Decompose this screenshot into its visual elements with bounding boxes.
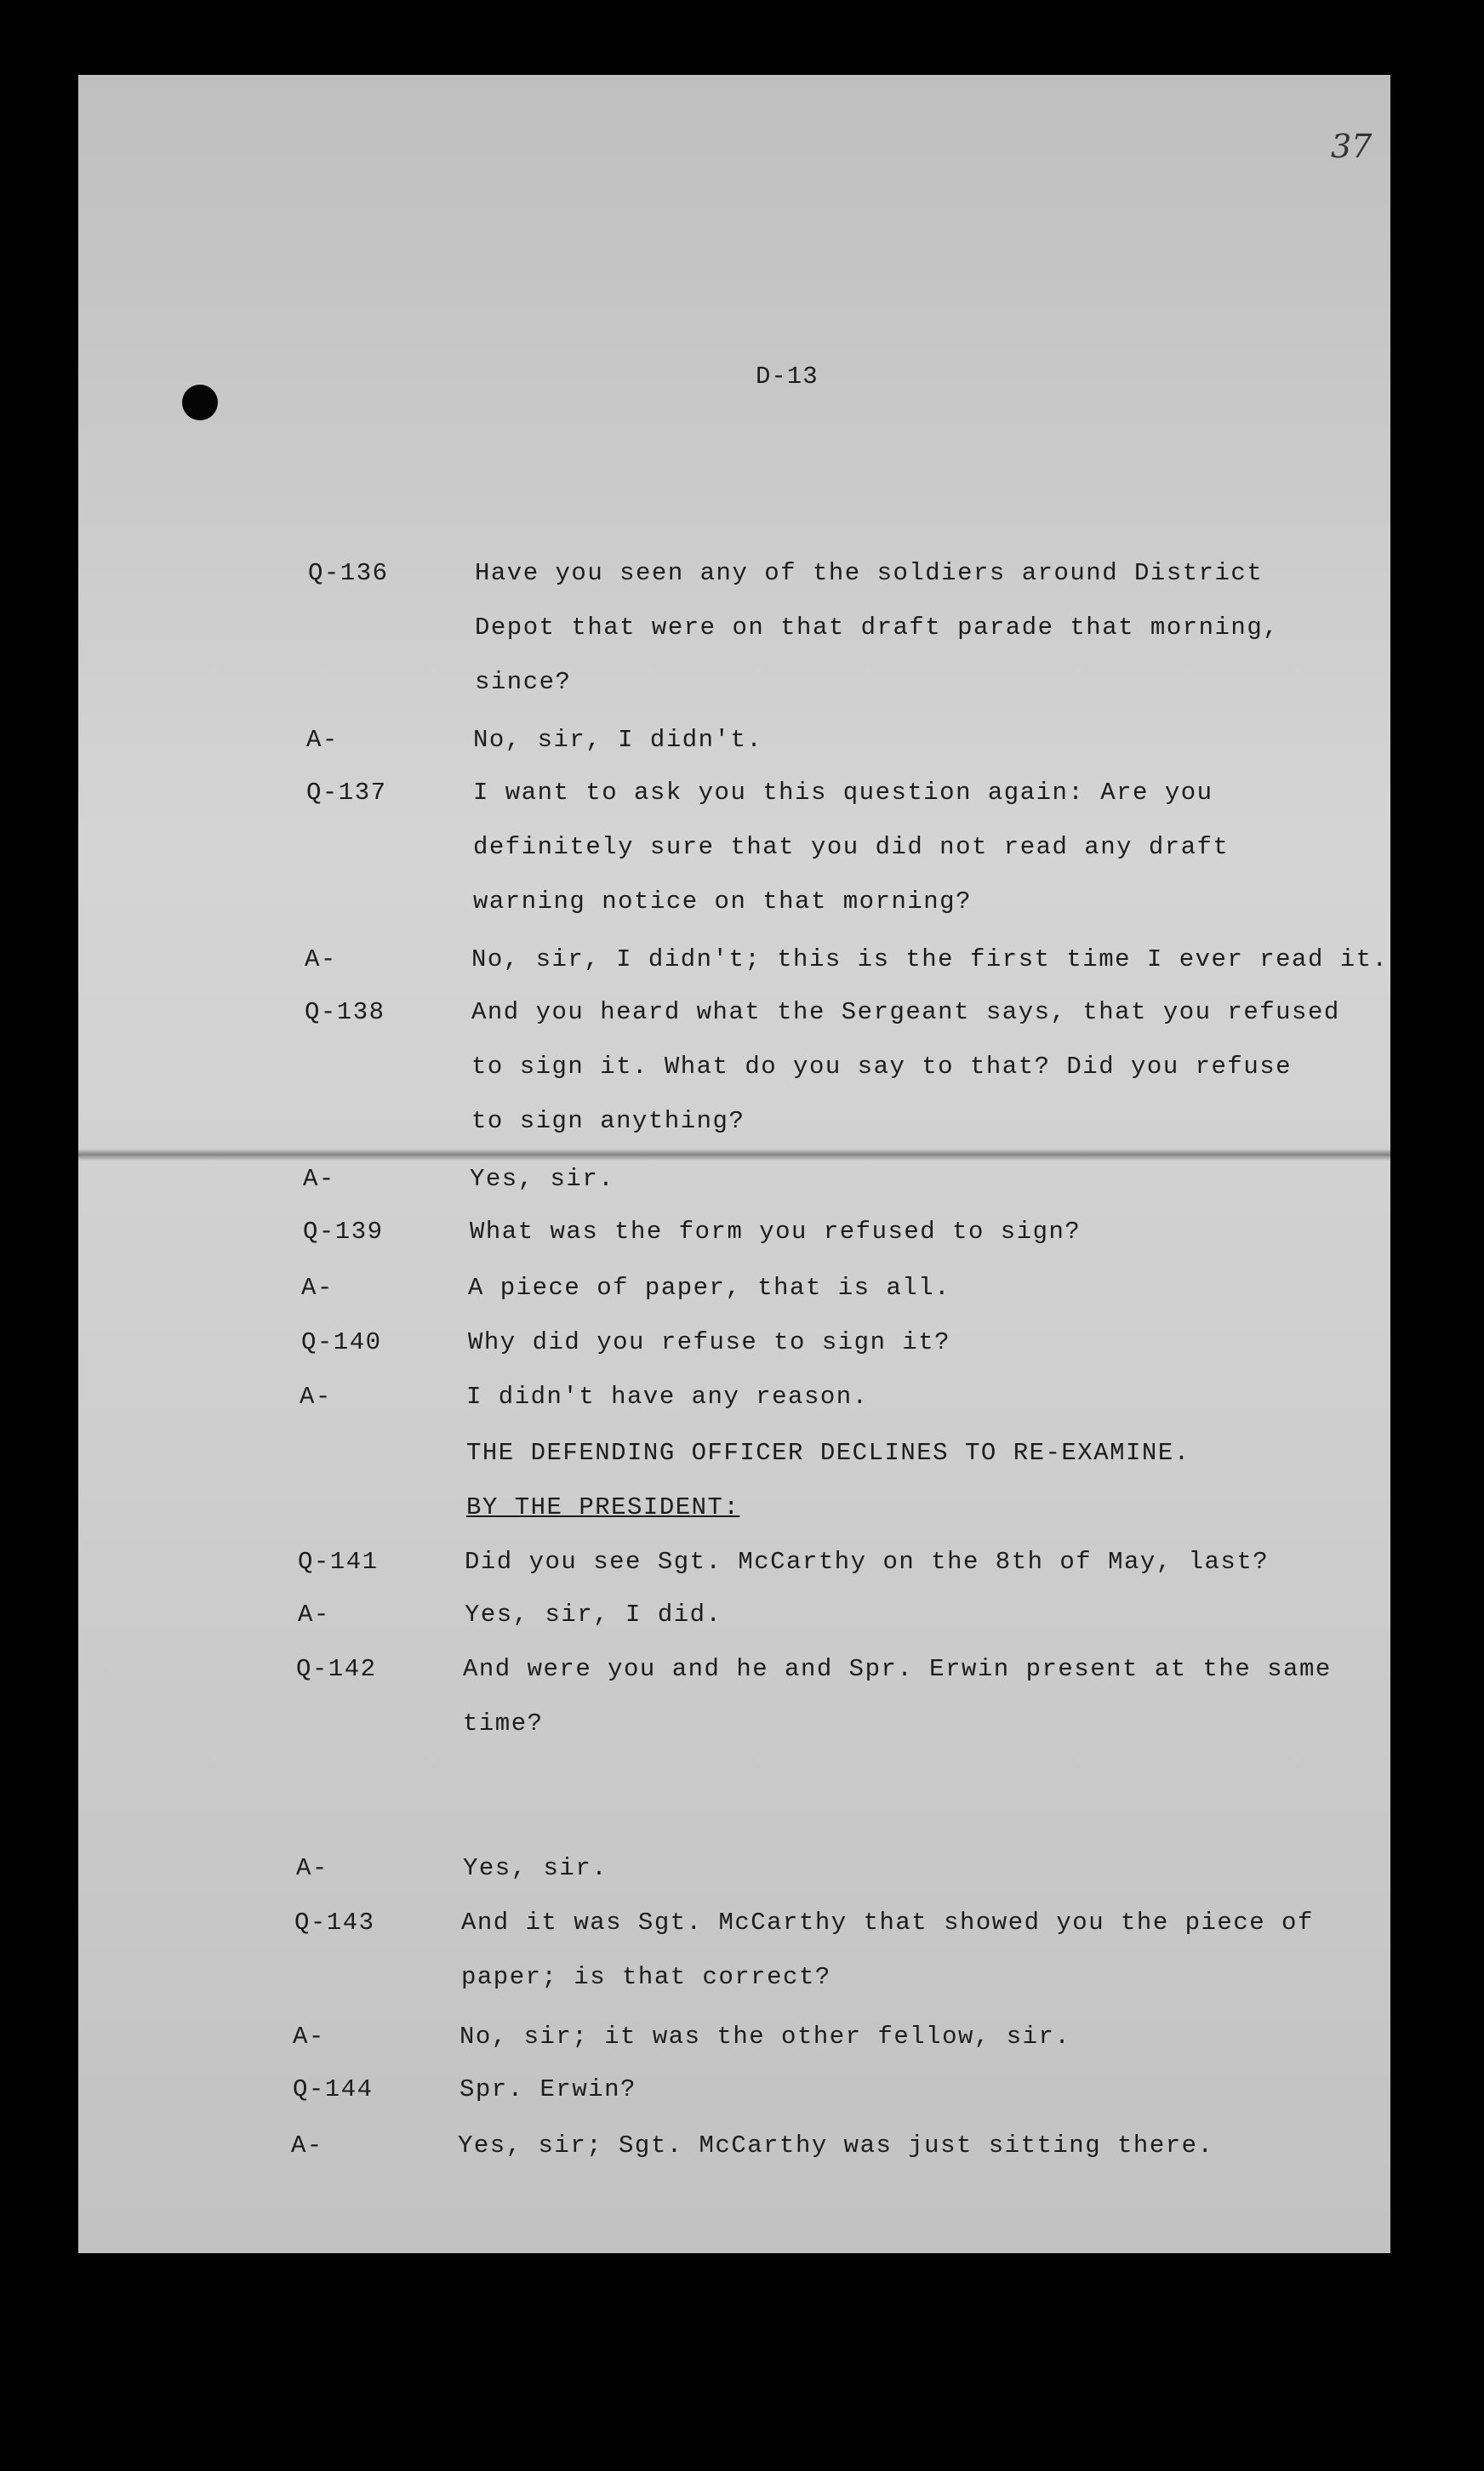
page-number: 37: [1331, 128, 1373, 165]
entry-text: [463, 1841, 608, 1896]
entry-text: [466, 1481, 739, 1535]
entry-line: Why did you refuse to sign it?: [468, 1328, 951, 1356]
entry-line: to sign it. What do you say to that? Did you refuse: [471, 1053, 1293, 1081]
entry-line: No, sir, I didn't.: [473, 726, 763, 754]
entry-line: A piece of paper, that is all.: [468, 1274, 951, 1302]
entry-label: A-: [301, 1274, 334, 1302]
entry-text: [463, 1642, 1332, 1751]
entry-line: And you heard what the Sergeant says, that you refused: [471, 998, 1340, 1026]
entry-label: A-: [300, 1383, 332, 1411]
entry-text: [459, 2010, 1070, 2064]
entry-text: [468, 1315, 950, 1370]
entry-line: I didn't have any reason.: [466, 1383, 869, 1411]
entry-line: BY THE PRESIDENT:: [466, 1493, 740, 1521]
entry-line: I want to ask you this question again: Are you: [473, 779, 1213, 807]
page-heading: D-13: [756, 362, 819, 391]
entry-line: paper; is that correct?: [461, 1963, 831, 1991]
entry-line: What was the form you refused to sign?: [470, 1218, 1082, 1246]
entry-line: time?: [463, 1709, 544, 1738]
entry-text: [465, 1588, 722, 1642]
entry-line: Spr. Erwin?: [459, 2075, 636, 2103]
entry-label: A-: [306, 726, 339, 754]
entry-line: And were you and he and Spr. Erwin present at the same: [463, 1655, 1332, 1683]
entry-text: [470, 1152, 614, 1207]
entry-line: Yes, sir.: [463, 1854, 608, 1882]
entry-line: to sign anything?: [471, 1107, 745, 1135]
entry-text: [459, 2063, 636, 2117]
entry-label: A-: [291, 2131, 323, 2160]
entry-line: Yes, sir, I did.: [465, 1601, 722, 1629]
entry-line: No, sir; it was the other fellow, sir.: [459, 2023, 1071, 2051]
entry-line: Depot that were on that draft parade that morning,: [475, 613, 1280, 642]
entry-label: Q-136: [308, 559, 389, 587]
entry-text: [473, 766, 1229, 929]
entry-text: [473, 713, 762, 768]
entry-line: Did you see Sgt. McCarthy on the 8th of May, last?: [465, 1548, 1270, 1576]
entry-text: [470, 1205, 1081, 1259]
entry-text: [461, 1896, 1314, 2005]
entry-line: definitely sure that you did not read any draft: [473, 833, 1230, 861]
entry-line: No, sir, I didn't; this is the first time I ever read it.: [471, 945, 1389, 973]
entry-text: [466, 1370, 869, 1424]
entry-label: Q-143: [294, 1909, 375, 1937]
entry-label: Q-139: [303, 1218, 384, 1246]
entry-label: A-: [303, 1165, 335, 1193]
entry-text: [471, 933, 1388, 987]
entry-text: [468, 1261, 950, 1315]
entry-label: A-: [296, 1854, 328, 1882]
punch-hole: [182, 385, 218, 420]
entry-line: THE DEFENDING OFFICER DECLINES TO RE-EXAMINE.: [466, 1439, 1190, 1467]
entry-text: [458, 2119, 1213, 2173]
entry-text: [465, 1535, 1269, 1589]
entry-label: A-: [293, 2023, 325, 2051]
entry-line: Yes, sir.: [470, 1165, 615, 1193]
entry-text: [471, 985, 1340, 1149]
entry-label: Q-141: [298, 1548, 379, 1576]
entry-line: warning notice on that morning?: [473, 887, 972, 916]
entry-line: since?: [475, 668, 572, 696]
entry-label: Q-138: [305, 998, 385, 1026]
document-page: [78, 75, 1390, 2253]
entry-line: Have you seen any of the soldiers around District: [475, 559, 1264, 587]
entry-label: Q-140: [301, 1328, 382, 1356]
paper-fold-line: [78, 1149, 1390, 1161]
entry-label: A-: [305, 945, 337, 973]
entry-line: And it was Sgt. McCarthy that showed you the piece of: [461, 1909, 1314, 1937]
entry-label: Q-144: [293, 2075, 374, 2103]
entry-text: [475, 546, 1279, 710]
entry-text: [466, 1426, 1190, 1481]
entry-label: A-: [298, 1601, 330, 1629]
entry-label: Q-142: [296, 1655, 377, 1683]
entry-label: Q-137: [306, 779, 387, 807]
entry-line: Yes, sir; Sgt. McCarthy was just sitting there.: [458, 2131, 1214, 2160]
